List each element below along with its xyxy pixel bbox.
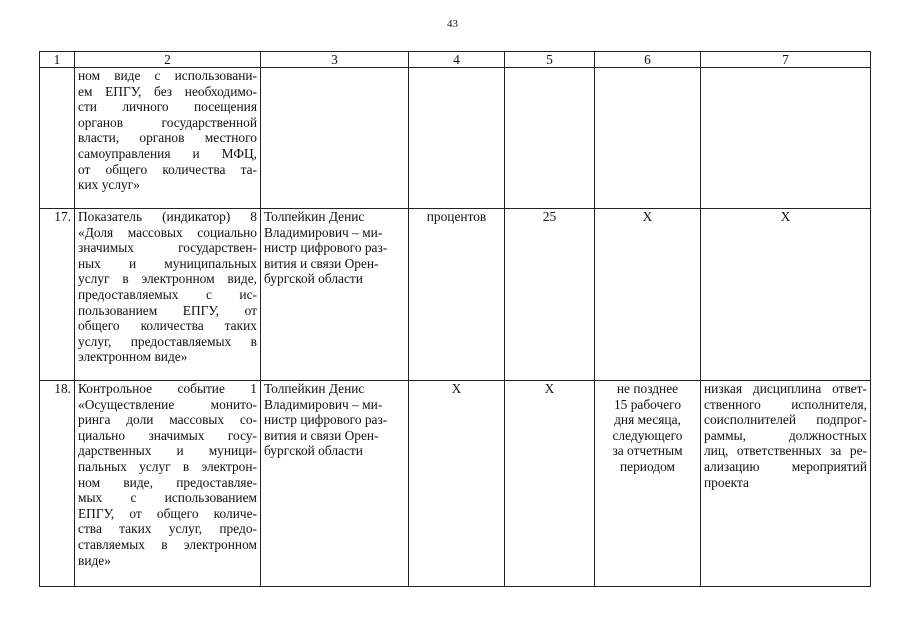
table-row <box>40 209 871 381</box>
cell-line: ринга доли массовых со- <box>78 412 257 428</box>
cell-line: нистр цифрового раз- <box>264 240 388 256</box>
page-number: 43 <box>447 18 458 30</box>
value-cell <box>505 68 595 209</box>
responsible-cell <box>261 381 409 587</box>
cell-line: вития и связи Орен- <box>264 255 379 271</box>
unit-cell: Х <box>409 381 505 587</box>
cell-line: ном виде с использовани- <box>78 68 257 83</box>
table-row <box>40 381 871 587</box>
deadline-cell <box>595 209 701 381</box>
cell-line: электронном виде» <box>78 349 188 365</box>
column-number: 4 <box>409 52 505 68</box>
cell-line: дня месяца, <box>614 412 681 428</box>
cell-line: Толпейкин Денис <box>264 209 365 224</box>
cell-line: следующего <box>612 427 683 443</box>
risk-cell <box>701 209 871 381</box>
cell-line: «Осуществление монито- <box>78 396 257 412</box>
cell-line: бургской области <box>264 443 363 459</box>
cell-line: предоставляемых с ис- <box>78 286 257 302</box>
cell-line: ем ЕПГУ, без необходимо- <box>78 83 257 99</box>
column-number: 7 <box>701 52 871 68</box>
responsible-cell <box>261 68 409 209</box>
cell-line: ства таких услуг, предо- <box>78 521 257 537</box>
cell-line: услуг, предоставляемых в <box>78 333 257 349</box>
cell-line: ализацию мероприятий <box>704 458 867 474</box>
cell-line: от общего количества та- <box>78 161 257 177</box>
column-number: 3 <box>261 52 409 68</box>
cell-line: Толпейкин Денис <box>264 381 365 396</box>
table-row <box>40 68 871 209</box>
column-number: 5 <box>505 52 595 68</box>
cell-line: услуг в электронном виде, <box>78 271 257 287</box>
cell-line: виде» <box>78 552 111 568</box>
cell-line: Показатель (индикатор) 8 <box>78 209 257 224</box>
cell-line: мых с использованием <box>78 490 257 506</box>
cell-line: общего количества таких <box>78 318 257 334</box>
cell-line: раммы, должностных <box>704 427 867 443</box>
cell-line: ЕПГУ, от общего количе- <box>78 505 257 521</box>
risk-cell <box>701 381 871 587</box>
cell-line: циально значимых госу- <box>78 427 257 443</box>
value-cell: Х <box>505 381 595 587</box>
cell-line: дарственных и муници- <box>78 443 257 459</box>
indicator-cell <box>75 68 261 209</box>
cell-line: соисполнителей подпрог- <box>704 412 867 428</box>
cell-line: сти личного посещения <box>78 99 257 115</box>
column-number: 6 <box>595 52 701 68</box>
responsible-cell <box>261 209 409 381</box>
cell-line: проекта <box>704 474 749 490</box>
cell-line: ном виде, предоставляе- <box>78 474 257 490</box>
cell-line: Владимирович – ми- <box>264 396 383 412</box>
cell-line: периодом <box>619 458 675 474</box>
cell-line: пальных услуг в электрон- <box>78 458 257 474</box>
row-number: 18. <box>40 381 75 587</box>
cell-line: не позднее <box>616 381 679 396</box>
cell-line: бургской области <box>264 271 363 287</box>
cell-line: органов государственной <box>78 114 257 130</box>
cell-line: Владимирович – ми- <box>264 224 383 240</box>
cell-line: нистр цифрового раз- <box>264 412 388 428</box>
column-number: 1 <box>40 52 75 68</box>
cell-line: значимых государствен- <box>78 240 257 256</box>
cell-line: вития и связи Орен- <box>264 427 379 443</box>
cell-line: «Доля массовых социально <box>78 224 257 240</box>
program-table <box>39 51 871 587</box>
cell-line: 15 рабочего <box>613 396 682 412</box>
unit-cell: процентов <box>409 209 505 381</box>
cell-line: самоуправления и МФЦ, <box>78 145 257 161</box>
cell-line: власти, органов местного <box>78 130 257 146</box>
deadline-cell <box>595 381 701 587</box>
row-number <box>40 68 75 209</box>
cell-line: ких услуг» <box>78 177 140 193</box>
deadline-cell <box>595 68 701 209</box>
cell-line: Х <box>642 209 653 224</box>
cell-line: Х <box>780 209 791 224</box>
value-cell: 25 <box>505 209 595 381</box>
indicator-cell <box>75 209 261 381</box>
cell-line: ных и муниципальных <box>78 255 257 271</box>
row-number: 17. <box>40 209 75 381</box>
cell-line: лиц, ответственных за ре- <box>704 443 867 459</box>
cell-line: низкая дисциплина ответ- <box>704 381 867 396</box>
cell-line: пользованием ЕПГУ, от <box>78 302 257 318</box>
cell-line: Контрольное событие 1 <box>78 381 257 396</box>
cell-line: ственного исполнителя, <box>704 396 867 412</box>
cell-line: ставляемых в электронном <box>78 536 257 552</box>
indicator-cell <box>75 381 261 587</box>
column-number: 2 <box>75 52 261 68</box>
cell-line: за отчетным <box>612 443 683 459</box>
risk-cell <box>701 68 871 209</box>
column-number-row <box>40 52 871 68</box>
unit-cell <box>409 68 505 209</box>
